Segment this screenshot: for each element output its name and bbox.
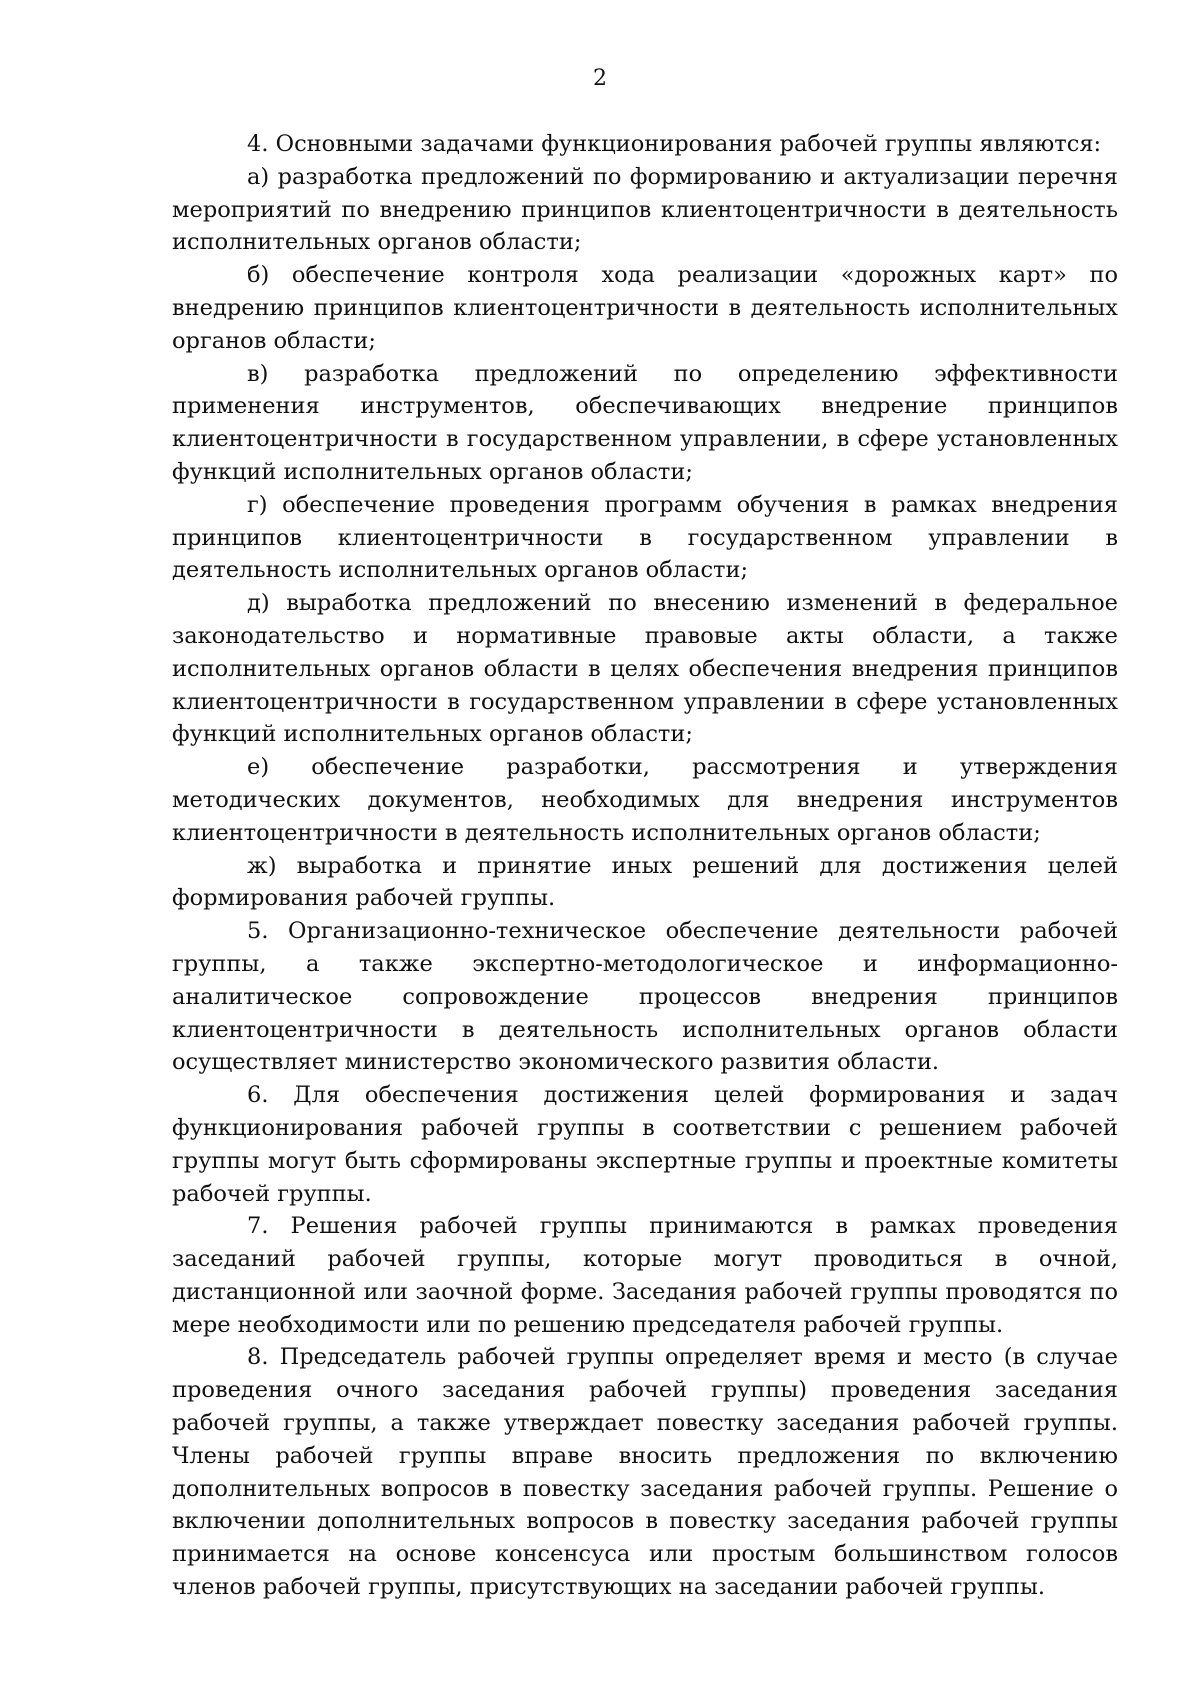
paragraph-4zh: ж) выработка и принятие иных решений для достижения целей формирования рабочей группы. (172, 852, 1118, 912)
paragraph-4v: в) разработка предложений по определению эффективности применения инструментов, обеспечивающих внедрение принципов клиентоцентричности в государственном управлении, в сфере установленных функций исполнительных органов области; (172, 360, 1118, 485)
paragraph-4b: б) обеспечение контроля хода реализации «дорожных карт» по внедрению принципов клиентоцентричности в деятельность исполнительных органов области; (172, 262, 1118, 354)
paragraph-4: 4. Основными задачами функционирования рабочей группы являются: (247, 131, 1102, 157)
paragraph-4d: д) выработка предложений по внесению изменений в федеральное законодательство и нормативные правовые акты области, а также исполнительных органов области в целях обеспечения внедрения принципов клиентоцентричности в государственном управлении в сфере установленных функций исполнительных органов области; (172, 590, 1118, 748)
page-number: 2 (593, 66, 607, 91)
paragraph-6: 6. Для обеспечения достижения целей формирования и задач функционирования рабочей группы в соответствии с решением рабочей группы могут быть сформированы экспертные группы и проектные комитеты рабочей группы. (172, 1082, 1118, 1207)
paragraph-4a: а) разработка предложений по формированию и актуализации перечня мероприятий по внедрению принципов клиентоцентричности в деятельность исполнительных органов области; (172, 163, 1118, 256)
paragraph-7: 7. Решения рабочей группы принимаются в рамках проведения заседаний рабочей группы, которые могут проводиться в очной, дистанционной или заочной форме. Заседания рабочей группы проводятся по мере необходимости или по решению председателя рабочей группы. (172, 1213, 1118, 1338)
paragraph-8: 8. Председатель рабочей группы определяет время и место (в случае проведения очного заседания рабочей группы) проведения заседания рабочей группы, а также утверждает повестку заседания рабочей группы. Члены рабочей группы вправе вносить предложения по включению дополнительных вопросов в повестку заседания рабочей группы. Решение о включении дополнительных вопросов в повестку заседания рабочей группы принимается на основе консенсуса или простым большинством голосов членов рабочей группы, присутствующих на заседании рабочей группы. (172, 1344, 1118, 1601)
document-body (172, 128, 1118, 1604)
paragraph-5: 5. Организационно-техническое обеспечение деятельности рабочей группы, а также экспертно-методологическое и информационно-аналитическое сопровождение процессов внедрения принципов клиентоцентричности в деятельность исполнительных органов области осуществляет министерство экономического развития области. (172, 918, 1118, 1076)
paragraph-4e: е) обеспечение разработки, рассмотрения и утверждения методических документов, необходимых для внедрения инструментов клиентоцентричности в деятельность исполнительных органов области; (172, 754, 1118, 846)
paragraph-4g: г) обеспечение проведения программ обучения в рамках внедрения принципов клиентоцентричности в государственном управлении в деятельность исполнительных органов области; (172, 491, 1118, 584)
